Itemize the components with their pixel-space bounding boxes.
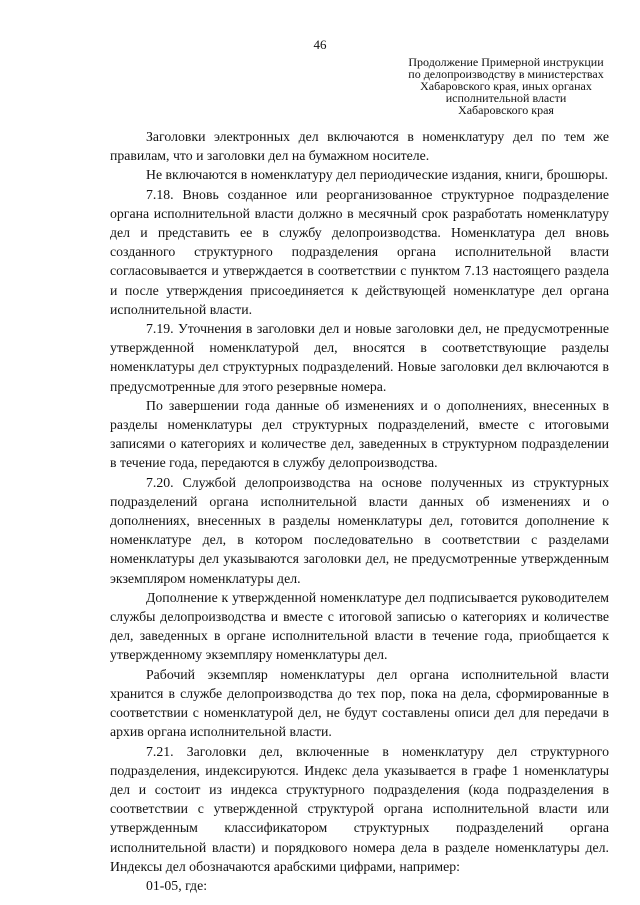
paragraph-7-18: 7.18. Вновь созданное или реорганизованное структурное подразделение органа исполнительной власти должно в месячный срок разработать номенклатуру дел и представить ее в службу делопроизводства. Номенклатура дел вновь созданного структурного подразделения органа исполнительной власти согласовывается и утверждается в соответствии с пунктом 7.13 настоящего раздела и после утверждения присоединяется к действующей номенклатуре дел органа исполнительной власти.	[110, 186, 609, 317]
header-note-line: исполнительной власти	[445, 91, 567, 105]
paragraph: Рабочий экземпляр номенклатуры дел органа исполнительной власти хранится в службе делопроизводства до тех пор, пока на дела, сформированные в соответствии с номенклатурой дел, не будут составлены описи дел для передачи в архив органа исполнительной власти.	[110, 666, 609, 740]
header-note-line: по делопроизводству в министерствах	[408, 67, 604, 81]
paragraph: По завершении года данные об изменениях и о дополнениях, внесенных в разделы номенклатуры дел структурных подразделений, вместе с итоговыми записями о категориях и количестве дел, заведенных в структурном подразделении в течение года, передаются в службу делопроизводства.	[110, 397, 609, 471]
paragraph: Заголовки электронных дел включаются в номенклатуру дел по тем же правилам, что и заголовки дел на бумажном носителе.	[110, 129, 609, 164]
paragraph-7-19: 7.19. Уточнения в заголовки дел и новые заголовки дел, не предусмотренные утвержденной номенклатурой дел, вносятся в соответствующие разделы номенклатуры дел структурных подразделений. Новые заголовки дел включаются в предусмотренные для этого резервные номера.	[110, 321, 609, 394]
document-header-note	[382, 56, 630, 116]
paragraph-7-20: 7.20. Службой делопроизводства на основе полученных из структурных подразделений органа исполнительной власти данных об изменениях и о дополнениях, внесенных в разделы номенклатуры дел, готовится дополнение к номенклатуре дел, в котором последовательно в соответствии с разделами номенклатуры дел указываются заголовки дел, не предусмотренные утвержденным экземпляром номенклатуры дел.	[110, 474, 609, 586]
page-number: 46	[313, 37, 327, 52]
paragraph-example: 01-05, где:	[146, 877, 208, 893]
header-note-line: Хабаровского края, иных органах	[420, 79, 592, 93]
document-body	[110, 127, 609, 895]
header-note-line: Продолжение Примерной инструкции	[408, 55, 604, 69]
paragraph-7-21: 7.21. Заголовки дел, включенные в номенклатуру дел структурного подразделения, индексируются. Индекс дела указывается в графе 1 номенклатуры дел и состоит из индекса структурного подразделения (кода подразделения в соответствии с утвержденной структурой органа исполнительной власти или утвержденным классификатором структурных подразделений органа исполнительной власти) и порядкового номера дела в разделе номенклатуры дел. Индексы дел обозначаются арабскими цифрами, например:	[110, 743, 609, 874]
paragraph: Дополнение к утвержденной номенклатуре дел подписывается руководителем службы делопроизводства и вместе с итоговой записью о категориях и количестве дел, заведенных в органе исполнительной власти в течение года, приобщается к утвержденному экземпляру номенклатуры дел.	[110, 589, 609, 663]
header-note-line: Хабаровского края	[458, 103, 554, 117]
paragraph: Не включаются в номенклатуру дел периодические издания, книги, брошюры.	[146, 167, 608, 183]
